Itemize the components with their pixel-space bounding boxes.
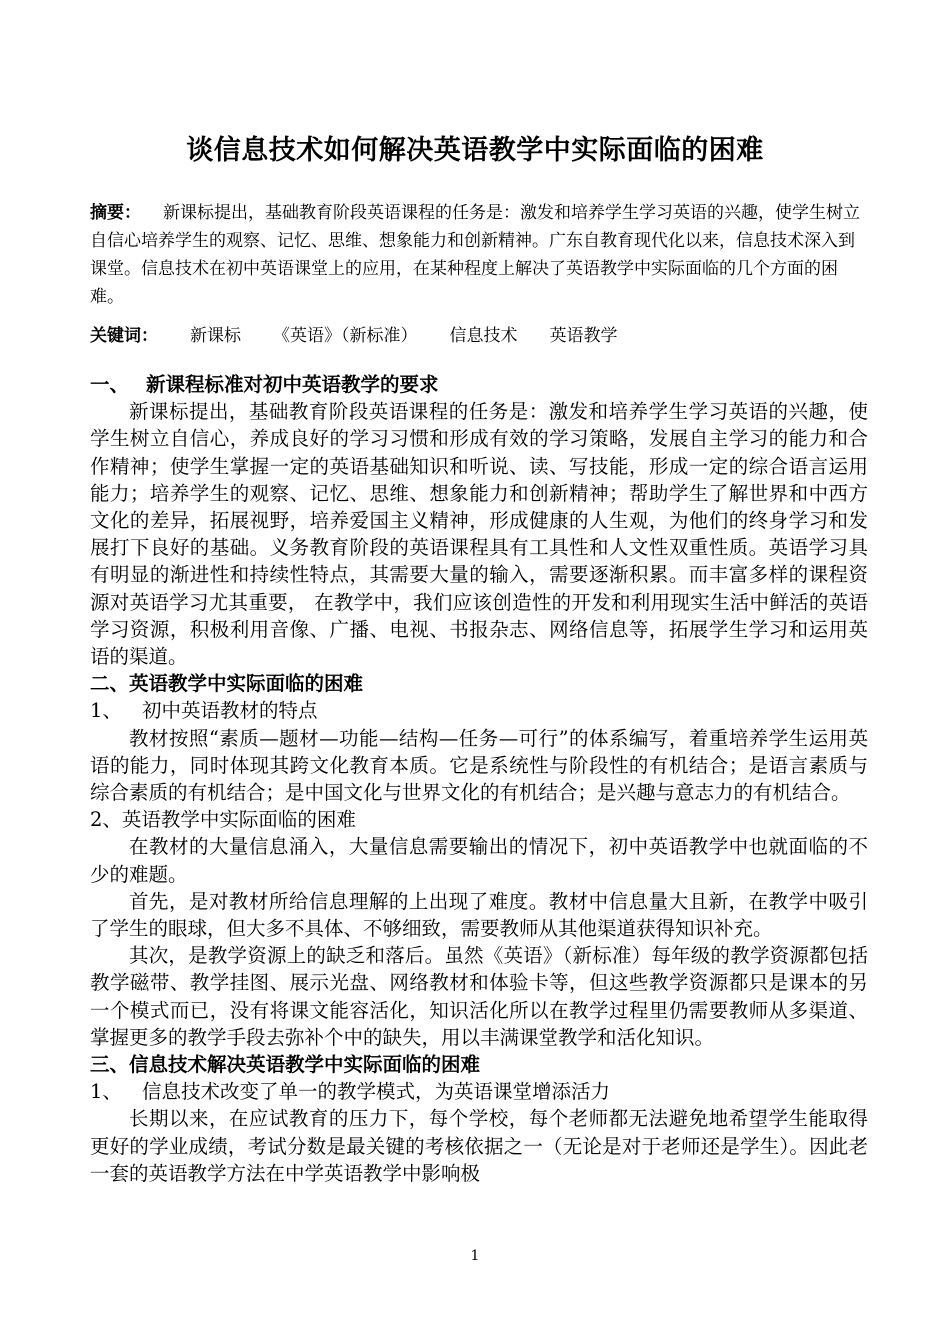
keyword-item: 英语教学 [549,326,618,346]
document-title: 谈信息技术如何解决英语教学中实际面临的困难 [186,135,764,166]
subsection-title: 初中英语教材的特点 [142,699,318,723]
keyword-item: 《英语》（新标准） [273,326,418,346]
paragraph: 其次，是教学资源上的缺乏和落后。虽然《英语》（新标准）每年级的教学资源都包括教学磁带、教学挂图、展示光盘、网络教材和体验卡等，但这些教学资源都只是课本的另一个模式而已，没有将课文能容活化，知识活化所以在教学过程里仍需要教师从多渠道、掌握更多的教学手段去弥补个中的缺失，用以丰满课堂教学和活化知识。 [90,944,868,1049]
section-heading-1 [90,371,868,398]
paragraph: 首先，是对教材所给信息理解的上出现了难度。教材中信息量大且新，在教学中吸引了学生的眼球，但大多不具体、不够细致，需要教师从其他渠道获得知识补充。 [90,889,868,941]
subsection-title: 信息技术改变了单一的教学模式，为英语课堂增添活力 [142,1080,611,1104]
abstract-text: 新课标提出，基础教育阶段英语课程的任务是：激发和培养学生学习英语的兴趣，使学生树立自信心培养学生的观察、记忆、思维、想象能力和创新精神。广东自教育现代化以来，信息技术深入到课堂。信息技术在初中英语课堂上的应用，在某种程度上解决了英语教学中实际面临的几个方面的困难。 [90,203,860,307]
paragraph: 新课标提出，基础教育阶段英语课程的任务是：激发和培养学生学习英语的兴趣，使学生树立自信心，养成良好的学习习惯和形成有效的学习策略，发展自主学习的能力和合作精神；使学生掌握一定的英语基础知识和听说、读、写技能，形成一定的综合语言运用能力；培养学生的观察、记忆、思维、想象能力和创新精神；帮助学生了解世界和中西方文化的差异，拓展视野，培养爱国主义精神，形成健康的人生观，为他们的终身学习和发展打下良好的基础。义务教育阶段的英语课程具有工具性和人文性双重性质。英语学习具有明显的渐进性和持续性特点，其需要大量的输入，需要逐渐积累。而丰富多样的课程资源对英语学习尤其重要， 在教学中，我们应该创造性的开发和利用现实生活中鲜活的英语学习资源，积极利用音像、广播、电视、书报杂志、网络信息等，拓展学生学习和运用英语的渠道。 [90,400,868,669]
subsection-heading [90,1078,868,1105]
subsection-heading: 2、英语教学中实际面临的困难 [90,808,356,832]
paragraph: 教材按照“素质—题材—功能—结构—任务—可行”的体系编写，着重培养学生运用英语的能力，同时体现其跨文化教育本质。它是系统性与阶段性的有机结合；是语言素质与综合素质的有机结合；是中国文化与世界文化的有机结合；是兴趣与意志力的有机结合。 [90,726,868,805]
section-heading-3: 三、信息技术解决英语教学中实际面临的困难 [90,1053,481,1077]
document-body [90,371,868,1187]
keywords-label: 关键词： [90,326,158,346]
section-number: 一、 [90,373,130,396]
keyword-item: 信息技术 [449,326,518,346]
keyword-item: 新课标 [190,326,241,346]
section-heading-2: 二、英语教学中实际面临的困难 [90,672,364,696]
keywords [90,322,865,350]
abstract [90,199,865,311]
page-number: 1 [470,1248,480,1264]
abstract-label: 摘要： [90,203,141,223]
subsection-heading [90,697,868,724]
paragraph: 长期以来，在应试教育的压力下，每个学校，每个老师都无法避免地希望学生能取得更好的学业成绩，考试分数是最关键的考核依据之一（无论是对于老师还是学生）。因此老一套的英语教学方法在中学英语教学中影响极 [90,1107,868,1185]
subsection-number: 1、 [90,1080,122,1104]
section-title: 新课程标准对初中英语教学的要求 [146,373,439,396]
subsection-number: 1、 [90,699,122,723]
paragraph: 在教材的大量信息涌入，大量信息需要输出的情况下，初中英语教学中也就面临的不少的难题。 [90,835,868,886]
